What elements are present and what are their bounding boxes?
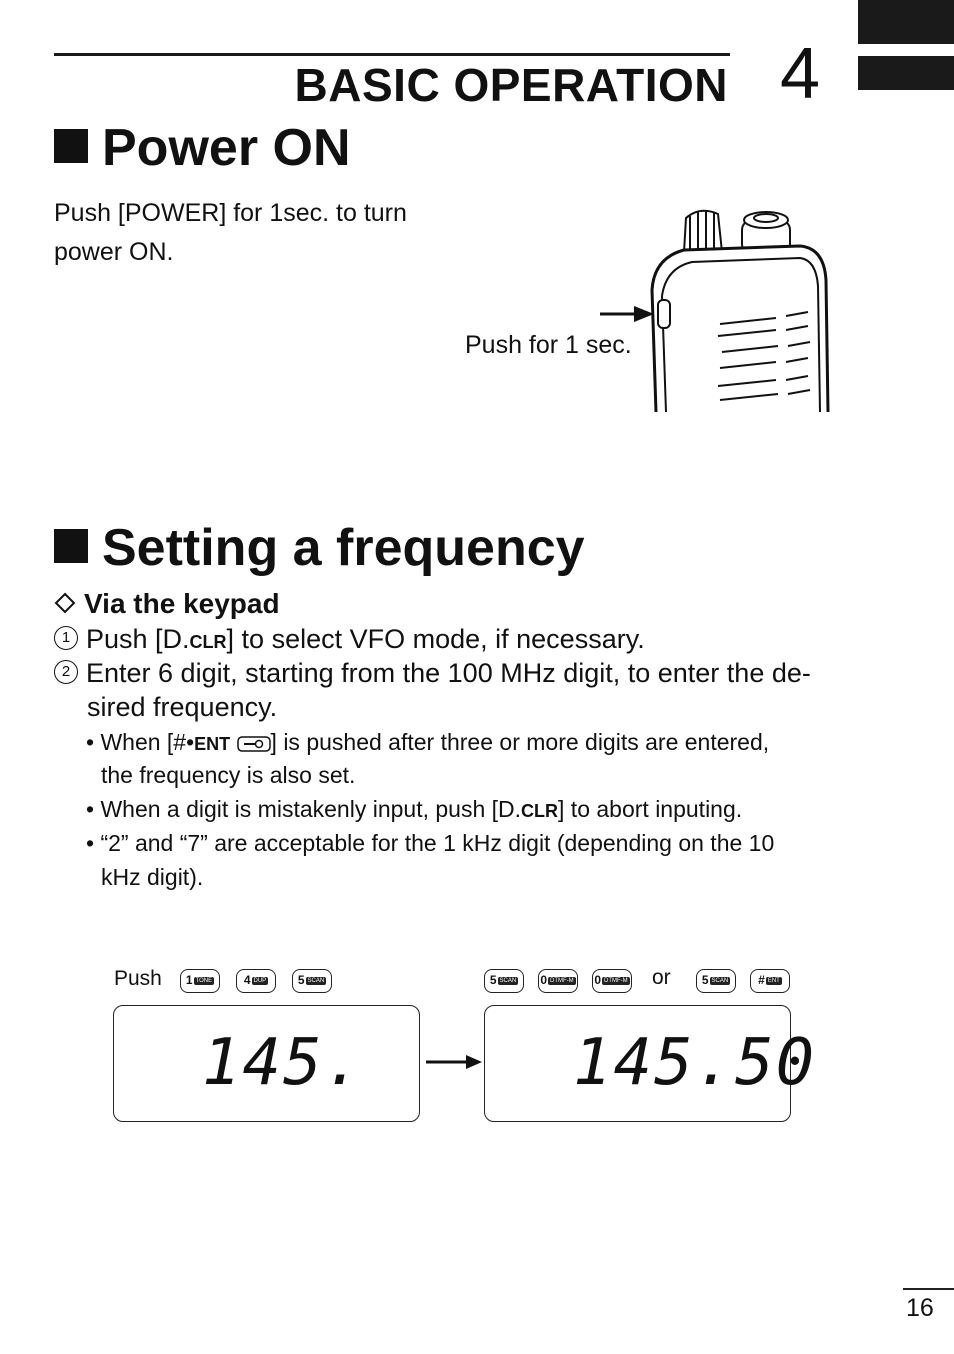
bullet-3-continued: kHz digit). [101,864,204,890]
keypad-key-4: 4 DUP [236,969,276,993]
step-2-continued: sired frequency. [87,692,278,722]
chapter-number: 4 [780,34,821,114]
key-lock-icon [237,736,271,752]
or-label: or [652,966,671,989]
page-number: 16 [906,1294,934,1322]
radio-illustration [600,200,840,420]
push-label: Push [114,967,162,990]
step-number: 2 [54,660,78,684]
arrow-right-icon [426,1052,482,1072]
chapter-tab-marker-active [858,56,954,90]
section-title-power-on: Power ON [54,122,351,174]
power-on-body: Push [POWER] for 1sec. to turn power ON. [54,199,407,266]
keypad-key-1: 1 TONE [180,969,220,993]
step-2: 2 Enter 6 digit, starting from the 100 MHz digit, to enter the de- [54,656,874,690]
step-1: 1 Push [D.CLR] to select VFO mode, if necessary. [54,622,874,659]
chapter-title: BASIC OPERATION [294,59,728,111]
illustration-caption: Push for 1 sec. [465,331,632,359]
bullet-2: • When a digit is mistakenly input, push [D.CLR] to abort inputing. [86,796,743,822]
diamond-icon [54,592,76,614]
chapter-tab-marker [858,0,954,44]
step-number: 1 [54,626,78,650]
square-bullet-icon [54,129,88,163]
section-title-setting-frequency: Setting a frequency [54,522,585,574]
bullet-1: • When [#•ENT ] is pushed after three or more digits are entered, [86,729,770,755]
keypad-key-0: 0 DTMF-M [592,969,632,993]
header-rule [54,53,730,56]
subsection-title: Via the keypad [54,588,280,620]
square-bullet-icon [54,529,88,563]
keypad-key-5: 5 SCAN [292,969,332,993]
key-sequence-second [484,969,632,993]
keypad-key-0: 0 DTMF-M [538,969,578,993]
lcd-frequency-full: 145.50 [573,1026,817,1100]
lcd-display-before [113,1005,420,1122]
key-sequence-first [180,969,332,993]
page-number-rule [903,1288,954,1290]
key-sequence-alt [696,969,790,993]
lcd-frequency-partial: 145. [202,1026,365,1100]
keypad-key-5: 5 SCAN [696,969,736,993]
bullet-3: • “2” and “7” are acceptable for the 1 kHz digit (depending on the 10 [86,830,775,856]
keypad-key-5: 5 SCAN [484,969,524,993]
lcd-display-after [484,1005,817,1122]
keypad-key-hash-ent: # ENT [750,969,790,993]
bullet-1-continued: the frequency is also set. [101,762,356,788]
arrow-head-icon [634,306,654,322]
